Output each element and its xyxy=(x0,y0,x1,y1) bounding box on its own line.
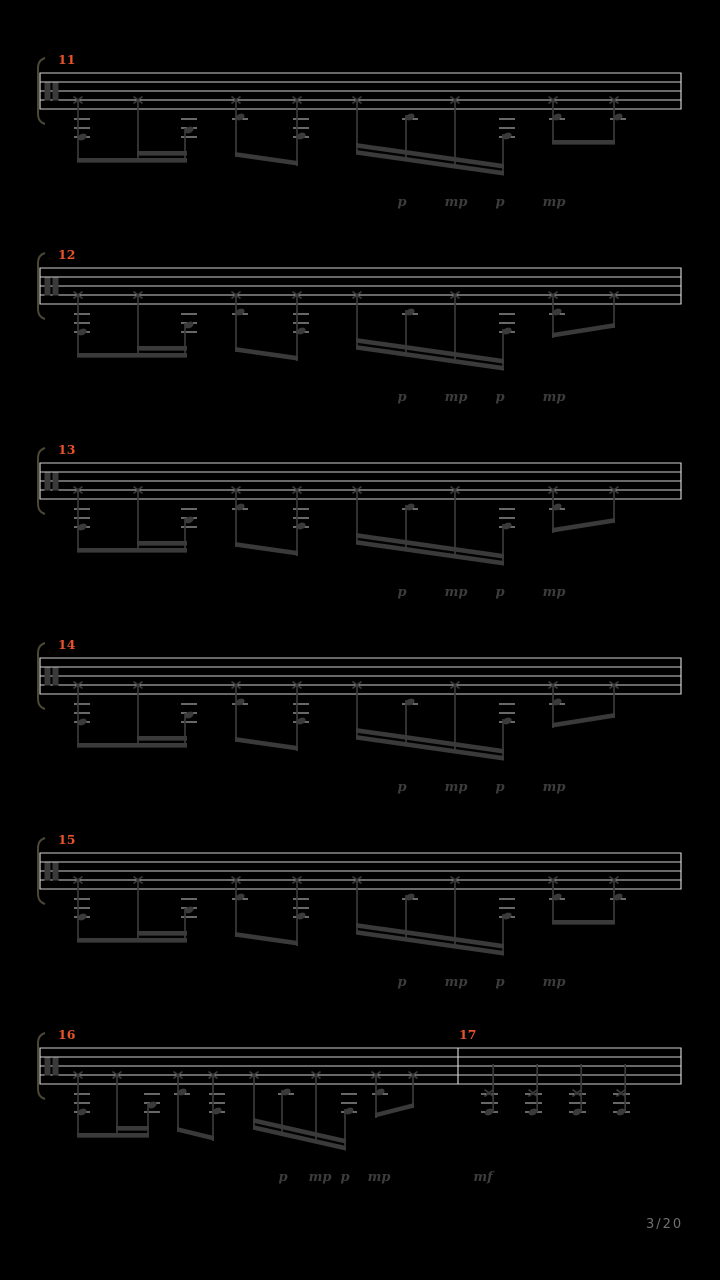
percussion-clef-icon xyxy=(53,1058,59,1076)
beam xyxy=(137,736,187,741)
staff-system xyxy=(38,442,681,600)
beam xyxy=(235,932,298,946)
beam xyxy=(552,713,615,728)
page-indicator: 3/20 xyxy=(646,1217,684,1232)
dynamic-marking: p xyxy=(495,390,505,405)
dynamic-marking: mp xyxy=(542,195,566,210)
dynamic-marking: mp xyxy=(444,975,468,990)
dynamic-marking: p xyxy=(278,1170,288,1185)
note[interactable] xyxy=(232,877,249,937)
beam xyxy=(137,541,187,546)
beam xyxy=(177,1127,214,1141)
note[interactable] xyxy=(293,487,310,556)
percussion-clef-icon xyxy=(45,863,51,881)
dynamic-marking: mp xyxy=(542,390,566,405)
percussion-clef-icon xyxy=(45,668,51,686)
beam xyxy=(77,938,187,943)
measure-number[interactable]: 14 xyxy=(58,637,76,652)
note[interactable] xyxy=(409,1072,418,1108)
percussion-clef-icon xyxy=(53,83,59,101)
dynamic-marking: p xyxy=(495,195,505,210)
dynamic-marking: p xyxy=(340,1170,350,1185)
note[interactable] xyxy=(232,682,249,742)
note[interactable] xyxy=(569,1064,586,1117)
dynamic-marking: mp xyxy=(444,195,468,210)
beam xyxy=(235,737,298,751)
beam xyxy=(552,920,615,925)
note[interactable] xyxy=(549,877,566,924)
note[interactable] xyxy=(293,292,310,361)
beam xyxy=(235,152,298,166)
beam xyxy=(77,548,187,553)
dynamic-marking: mp xyxy=(444,390,468,405)
staff-system xyxy=(38,1027,681,1185)
percussion-clef-icon xyxy=(53,278,59,296)
beam xyxy=(77,1133,149,1138)
note[interactable] xyxy=(610,682,619,718)
note[interactable] xyxy=(481,1064,498,1117)
beam xyxy=(116,1126,149,1131)
percussion-clef-icon xyxy=(45,1058,51,1076)
staff-system xyxy=(38,637,681,795)
note[interactable] xyxy=(613,1064,630,1117)
dynamic-marking: mp xyxy=(542,975,566,990)
dynamic-marking: mf xyxy=(473,1170,493,1185)
staff-system xyxy=(38,832,681,990)
note[interactable] xyxy=(610,877,627,924)
note[interactable] xyxy=(549,292,566,338)
percussion-clef-icon xyxy=(45,473,51,491)
staff-system xyxy=(38,52,681,210)
percussion-clef-icon xyxy=(53,863,59,881)
dynamic-marking: p xyxy=(397,780,407,795)
dynamic-marking: mp xyxy=(308,1170,332,1185)
note[interactable] xyxy=(74,292,91,357)
note[interactable] xyxy=(74,682,91,747)
note[interactable] xyxy=(549,682,566,728)
dynamic-marking: p xyxy=(495,975,505,990)
dynamic-marking: p xyxy=(397,975,407,990)
percussion-clef-icon xyxy=(53,473,59,491)
percussion-clef-icon xyxy=(45,278,51,296)
dynamic-marking: p xyxy=(495,585,505,600)
beam xyxy=(235,542,298,556)
note[interactable] xyxy=(293,97,310,166)
percussion-clef-icon xyxy=(53,668,59,686)
dynamic-marking: p xyxy=(397,585,407,600)
beam xyxy=(552,518,615,533)
beam xyxy=(552,140,615,145)
measure-number[interactable]: 15 xyxy=(58,832,76,847)
measure-number[interactable]: 13 xyxy=(58,442,76,457)
dynamic-marking: p xyxy=(397,195,407,210)
percussion-clef-icon xyxy=(45,83,51,101)
note[interactable] xyxy=(610,97,627,144)
note[interactable] xyxy=(610,487,619,523)
beam xyxy=(137,931,187,936)
dynamic-marking: mp xyxy=(542,780,566,795)
note[interactable] xyxy=(74,877,91,942)
measure-number[interactable]: 12 xyxy=(58,247,76,262)
note[interactable] xyxy=(525,1064,542,1117)
note[interactable] xyxy=(74,97,91,162)
beam xyxy=(137,151,187,156)
beam xyxy=(77,743,187,748)
note[interactable] xyxy=(74,487,91,552)
note[interactable] xyxy=(293,877,310,946)
dynamic-marking: p xyxy=(397,390,407,405)
note[interactable] xyxy=(74,1072,91,1137)
note[interactable] xyxy=(549,487,566,533)
note[interactable] xyxy=(232,487,249,547)
beam xyxy=(375,1103,414,1118)
measure-number[interactable]: 11 xyxy=(58,52,76,67)
dynamic-marking: mp xyxy=(367,1170,391,1185)
note[interactable] xyxy=(174,1072,191,1132)
measure-number[interactable]: 17 xyxy=(459,1027,477,1042)
beam xyxy=(235,347,298,361)
note[interactable] xyxy=(549,97,566,144)
note[interactable] xyxy=(293,682,310,751)
dynamic-marking: p xyxy=(495,780,505,795)
dynamic-marking: mp xyxy=(444,585,468,600)
beam xyxy=(137,346,187,351)
dynamic-marking: mp xyxy=(542,585,566,600)
staff-system xyxy=(38,247,681,405)
note[interactable] xyxy=(209,1072,226,1141)
beam xyxy=(77,158,187,163)
note[interactable] xyxy=(610,292,619,328)
dynamic-marking: mp xyxy=(444,780,468,795)
note[interactable] xyxy=(232,97,249,157)
measure-number[interactable]: 16 xyxy=(58,1027,76,1042)
beam xyxy=(77,353,187,358)
beam xyxy=(552,323,615,338)
note[interactable] xyxy=(232,292,249,352)
